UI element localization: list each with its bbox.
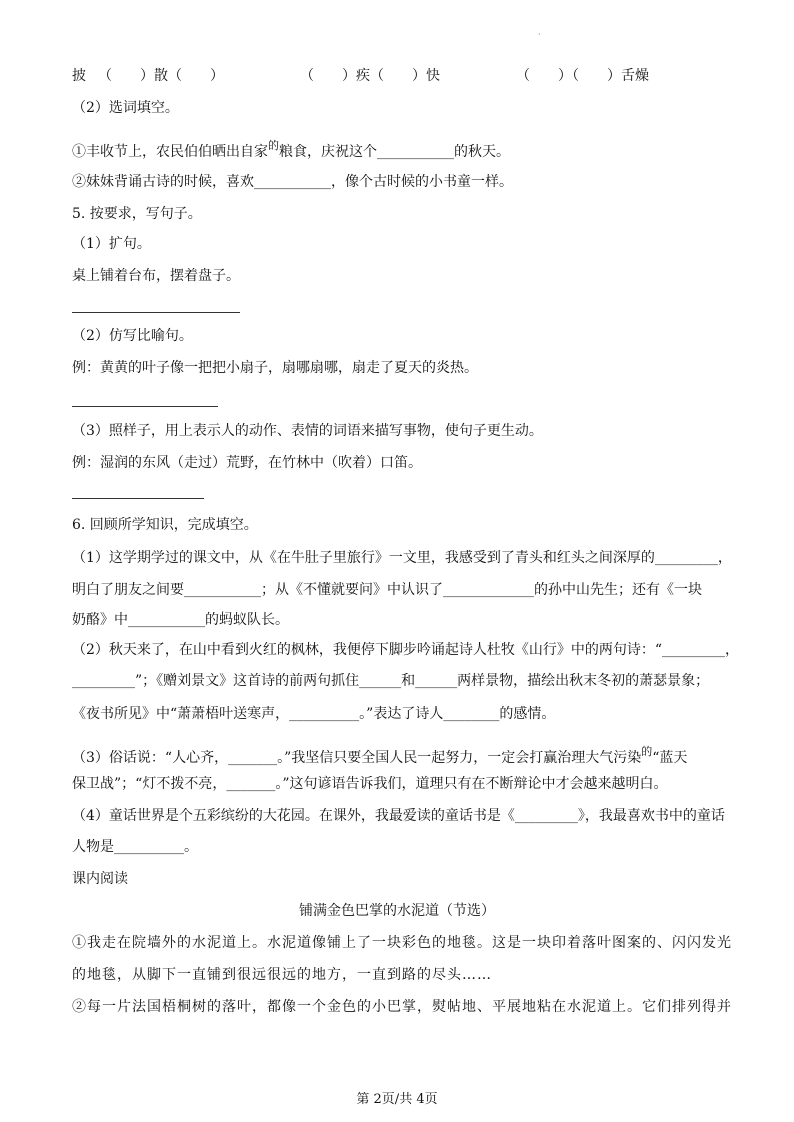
q5-2-label: （2）仿写比喻句。 [72,328,193,344]
reading-title: 铺满金色巴掌的水泥道（节选） [299,903,495,919]
q6-4-line-2: 人物是__________。 [72,839,198,855]
pinyin-row [72,66,649,86]
q6-1-line-1: （1）这学期学过的课文中，从《在牛肚子里旅行》一文里，我感受到了青头和红头之间深厚的_________， [72,550,732,566]
q5-1-sentence: 桌上铺着台布，摆着盘子。 [72,268,240,284]
q5-title: 5. 按要求，写句子。 [72,206,202,222]
q2-item-1-sup: 的 [268,139,279,152]
paragraph-2-line-1: ②每一片法国梧桐树的落叶，都像一个金色的小巴掌，熨帖地、平展地粘在水泥道上。它们排列得并 [72,999,732,1015]
q6-2-line-3: 《夜书所见》中“萧萧梧叶送寒声，__________。”表达了诗人________的感情。 [72,706,556,722]
pinyin-d: （ ）（ ）舌燥 [516,68,649,84]
pinyin-b: （ ）散（ ） [98,68,224,84]
q5-3-label: （3）照样子，用上表示人的动作、表情的词语来描写事物，使句子更生动。 [72,423,543,439]
q5-3-example: 例：湿润的东风（走过）荒野，在竹林中（吹着）口笛。 [72,455,422,471]
pinyin-a: 披 [72,68,86,84]
q5-2-example: 例：黄黄的叶子像一把把小扇子，扇哪扇哪，扇走了夏天的炎热。 [72,360,478,376]
pinyin-c: （ ）疾（ ）快 [300,68,440,84]
q6-3-sup: 的 [641,745,653,758]
answer-line-2[interactable] [72,406,218,407]
answer-line-1[interactable] [72,312,240,313]
q5-1-label: （1）扩句。 [72,236,151,252]
q6-2-line-2: _________”；《赠刘景文》这首诗的前两句抓住______和______两样景物，描绘出秋末冬初的萧瑟景象； [72,673,710,689]
page-mark: · [538,30,541,39]
q6-1-line-2: 明白了朋友之间要___________；从《不懂就要问》中认识了_____________的孙中山先生；还有《一块 [72,582,702,598]
paragraph-1-line-1: ①我走在院墙外的水泥道上。水泥道像铺上了一块彩色的地毯。这是一块印着落叶图案的、闪闪发光 [72,935,732,951]
q6-3-rest: “蓝天 [652,750,688,766]
q2-item-1-rest: 粮食，庆祝这个___________的秋天。 [279,144,510,160]
q6-3-text: （3）俗话说：“人心齐，_______。”我坚信只要全国人民一起努力，一定会打赢治理大气污染 [72,750,642,766]
q6-2-line-1: （2）秋天来了，在山中看到火红的枫林，我便停下脚步吟诵起诗人杜牧《山行》中的两句诗：“_________， [72,642,740,658]
paragraph-1-line-2: 的地毯，从脚下一直铺到很远很远的地方，一直到路的尽头…… [72,967,492,983]
q6-4-line-1: （4）童话世界是个五彩缤纷的大花园。在课外，我最爱读的童话书是《_________》，我最喜欢书中的童话 [72,808,725,824]
section-heading: 课内阅读 [72,871,128,887]
q2-item-1 [72,136,510,162]
q6-3-line-2: 保卫战”；“灯不拨不亮，_______。”这句谚语告诉我们，道理只有在不断辩论中才会越来越明白。 [72,776,668,792]
page-footer: 第 2页/共 4页 [356,1092,438,1107]
q6-3-line-1 [72,742,687,768]
q6-1-line-3: 奶酪》中___________的蚂蚁队长。 [72,612,289,628]
q6-title: 6. 回顾所学知识，完成填空。 [72,517,258,533]
q2-item-1-text: ①丰收节上，农民伯伯晒出自家 [72,144,268,160]
q2-item-2: ②妹妹背诵古诗的时候，喜欢___________，像个古时候的小书童一样。 [72,174,513,190]
q2-title: （2）选词填空。 [72,100,179,116]
answer-line-3[interactable] [72,498,204,499]
